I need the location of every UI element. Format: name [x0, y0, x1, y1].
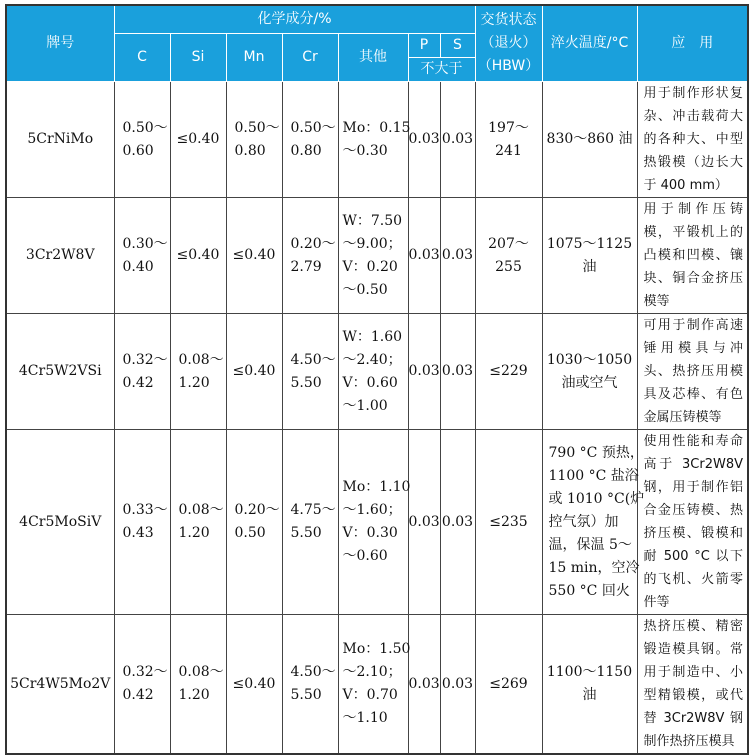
other-element-line: V：0.30 — [342, 525, 398, 541]
other-element-line: ～1.60； — [342, 502, 402, 518]
application-cell: 用于制作压铸模，平锻机上的凸模和凹模、镶块、铜合金挤压模等 — [637, 198, 748, 314]
hot-work-die-steel-table — [5, 4, 749, 755]
element-value-line: 1.20 — [178, 374, 210, 391]
header-grade: 牌号 — [6, 5, 114, 82]
element-s-cell: 0.03 — [440, 430, 475, 615]
header-composition: 化学成分/% — [114, 5, 475, 34]
element-value-line: 0.50 — [234, 525, 266, 541]
quench-cell — [542, 314, 637, 430]
header-element-c: C — [114, 34, 170, 82]
table-header — [6, 5, 748, 82]
element-value-line: 0.08～ — [178, 502, 224, 518]
element-value-line: 0.20～ — [234, 502, 280, 518]
element-value-line: ≤0.40 — [176, 131, 220, 147]
element-value-line: 0.50～ — [122, 119, 168, 136]
element-value-line: 0.32～ — [122, 664, 168, 680]
element-value-line: 1.20 — [178, 687, 210, 703]
quench-line: 温，保温 5～ — [548, 536, 632, 553]
other-element-line: Mo：1.10 — [342, 479, 411, 495]
element-value-line: 2.79 — [290, 258, 322, 275]
application-cell: 热挤压模、精密锻造模具钢。常用于制造中、小型精锻模，或代替 3Cr2W8V 钢制作热挤压模具 — [637, 615, 748, 755]
grade-cell: 5Cr4W5Mo2V — [6, 615, 114, 755]
element-si-cell — [170, 430, 226, 615]
element-value-line: 4.50～ — [290, 351, 336, 368]
application-cell: 使用性能和寿命高于 3Cr2W8V 钢，用于制作铝合金压铸模、热挤压模、锻模和耐 500 °C 以下的飞机、火箭零件等 — [637, 430, 748, 615]
quench-line: 790 °C 预热， — [548, 444, 644, 461]
quench-line: 控气氛）加 — [548, 513, 619, 530]
table-row — [6, 430, 748, 615]
grade-cell: 4Cr5MoSiV — [6, 430, 114, 615]
header-delivery-line3: （HBW） — [477, 58, 540, 74]
other-element-line: ～1.00 — [342, 397, 388, 414]
header-delivery-line1: 交货状态 — [480, 12, 537, 28]
element-value-line: ≤0.40 — [232, 363, 276, 379]
element-value-line: 0.50～ — [234, 119, 280, 136]
hardness-cell: 197～241 — [475, 82, 542, 198]
element-cr-cell — [282, 82, 338, 198]
element-cr-cell — [282, 314, 338, 430]
element-p-cell: 0.03 — [408, 198, 440, 314]
element-p-cell: 0.03 — [408, 615, 440, 755]
other-element-line: ～0.30 — [342, 142, 388, 159]
element-value-line: ≤0.40 — [176, 247, 220, 263]
element-c-cell — [114, 314, 170, 430]
element-cr-cell — [282, 430, 338, 615]
quench-line: 油 — [582, 687, 597, 703]
quench-line: 或 1010 °C(炉 — [548, 490, 645, 507]
element-value-line: 5.50 — [290, 525, 322, 541]
other-element-line: V：0.20 — [342, 258, 398, 275]
other-element-line: ～1.10 — [342, 710, 388, 726]
quench-line: 油或空气 — [561, 374, 618, 391]
other-elements-cell — [338, 82, 411, 198]
quench-cell — [542, 615, 637, 755]
other-elements-cell — [338, 615, 411, 755]
hardness-cell: 207～255 — [475, 198, 542, 314]
quench-line: 15 min，空冷 — [548, 559, 640, 576]
element-p-cell: 0.03 — [408, 430, 440, 615]
application-cell: 可用于制作高速锤用模具与冲头、热挤压用模具及芯棒、有色金属压铸模等 — [637, 314, 748, 430]
element-s-cell: 0.03 — [440, 314, 475, 430]
element-value-line: 0.80 — [234, 142, 266, 159]
element-value-line: 4.50～ — [290, 664, 336, 680]
element-value-line: 0.80 — [290, 142, 322, 159]
hardness-cell: ≤229 — [475, 314, 542, 430]
header-element-si: Si — [170, 34, 226, 82]
element-value-line: 0.20～ — [290, 235, 336, 252]
other-element-line: V：0.70 — [342, 687, 398, 703]
other-element-line: Mo：0.15 — [342, 119, 411, 136]
other-element-line: V：0.60 — [342, 374, 398, 391]
element-mn-cell — [226, 82, 282, 198]
element-value-line: 0.30～ — [122, 235, 168, 252]
quench-line: 油 — [582, 258, 597, 275]
quench-line: 830～860 油 — [546, 131, 633, 147]
element-value-line: ≤0.40 — [232, 247, 276, 263]
element-value-line: 5.50 — [290, 374, 322, 391]
element-value-line: 4.75～ — [290, 502, 336, 518]
quench-cell — [542, 198, 637, 314]
header-element-p: P — [408, 34, 440, 58]
element-s-cell: 0.03 — [440, 82, 475, 198]
quench-line: 1100～1150 — [546, 664, 633, 680]
element-cr-cell — [282, 615, 338, 755]
header-not-more-than: 不大于 — [408, 58, 475, 82]
element-p-cell: 0.03 — [408, 82, 440, 198]
quench-line: 1030～1050 — [546, 351, 633, 368]
element-value-line: 5.50 — [290, 687, 322, 703]
other-element-line: ～9.00； — [342, 235, 402, 252]
other-elements-cell — [338, 198, 408, 314]
application-cell: 用于制作形状复杂、冲击载荷大的各种大、中型热锻模（边长大于 400 mm） — [637, 82, 748, 198]
header-element-other: 其他 — [338, 34, 408, 82]
other-element-line: W：1.60 — [342, 328, 403, 345]
element-mn-cell — [226, 198, 282, 314]
element-c-cell — [114, 615, 170, 755]
header-delivery — [475, 5, 542, 82]
other-elements-cell — [338, 314, 408, 430]
grade-cell: 3Cr2W8V — [6, 198, 114, 314]
element-value-line: 0.08～ — [178, 664, 224, 680]
table-row — [6, 314, 748, 430]
element-value-line: 1.20 — [178, 525, 210, 541]
quench-line: 1100 °C 盐浴 — [548, 467, 639, 484]
header-quench: 淬火温度/°C — [542, 5, 637, 82]
quench-cell — [542, 82, 637, 198]
header-element-mn: Mn — [226, 34, 282, 82]
element-value-line: 0.60 — [122, 142, 154, 159]
element-s-cell: 0.03 — [440, 198, 475, 314]
header-element-cr: Cr — [282, 34, 338, 82]
grade-cell: 4Cr5W2VSi — [6, 314, 114, 430]
element-s-cell: 0.03 — [440, 615, 475, 755]
other-element-line: ～2.40； — [342, 351, 402, 368]
element-si-cell — [170, 314, 226, 430]
element-si-cell — [170, 198, 226, 314]
element-value-line: 0.50～ — [290, 119, 336, 136]
element-c-cell — [114, 198, 170, 314]
table-row — [6, 198, 748, 314]
table-row — [6, 82, 748, 198]
element-value-line: 0.08～ — [178, 351, 224, 368]
element-value-line: ≤0.40 — [232, 675, 276, 692]
other-element-line: Mo：1.50 — [342, 641, 411, 657]
element-mn-cell — [226, 430, 282, 615]
other-element-line: W：7.50 — [342, 212, 403, 229]
other-element-line: ～2.10； — [342, 664, 402, 680]
header-delivery-line2: （退火） — [480, 35, 537, 51]
element-value-line: 0.40 — [122, 258, 154, 275]
element-c-cell — [114, 82, 170, 198]
other-element-line: ～0.50 — [342, 281, 388, 298]
element-c-cell — [114, 430, 170, 615]
table-row — [6, 615, 748, 755]
element-cr-cell — [282, 198, 338, 314]
element-mn-cell — [226, 615, 282, 755]
header-application: 应 用 — [637, 5, 748, 82]
quench-line: 550 °C 回火 — [548, 582, 630, 599]
element-p-cell: 0.03 — [408, 314, 440, 430]
element-mn-cell — [226, 314, 282, 430]
other-element-line: ～0.60 — [342, 548, 388, 564]
quench-cell — [542, 430, 645, 615]
element-si-cell — [170, 82, 226, 198]
quench-line: 1075～1125 — [546, 235, 633, 252]
other-elements-cell — [338, 430, 411, 615]
steel-table-container — [5, 4, 749, 755]
grade-cell: 5CrNiMo — [6, 82, 114, 198]
table-body — [6, 82, 748, 755]
header-element-s: S — [440, 34, 475, 58]
element-value-line: 0.33～ — [122, 502, 168, 518]
element-value-line: 0.42 — [122, 374, 154, 391]
element-si-cell — [170, 615, 226, 755]
element-value-line: 0.32～ — [122, 351, 168, 368]
element-value-line: 0.43 — [122, 525, 154, 541]
hardness-cell: ≤235 — [475, 430, 542, 615]
hardness-cell: ≤269 — [475, 615, 542, 755]
element-value-line: 0.42 — [122, 687, 154, 703]
